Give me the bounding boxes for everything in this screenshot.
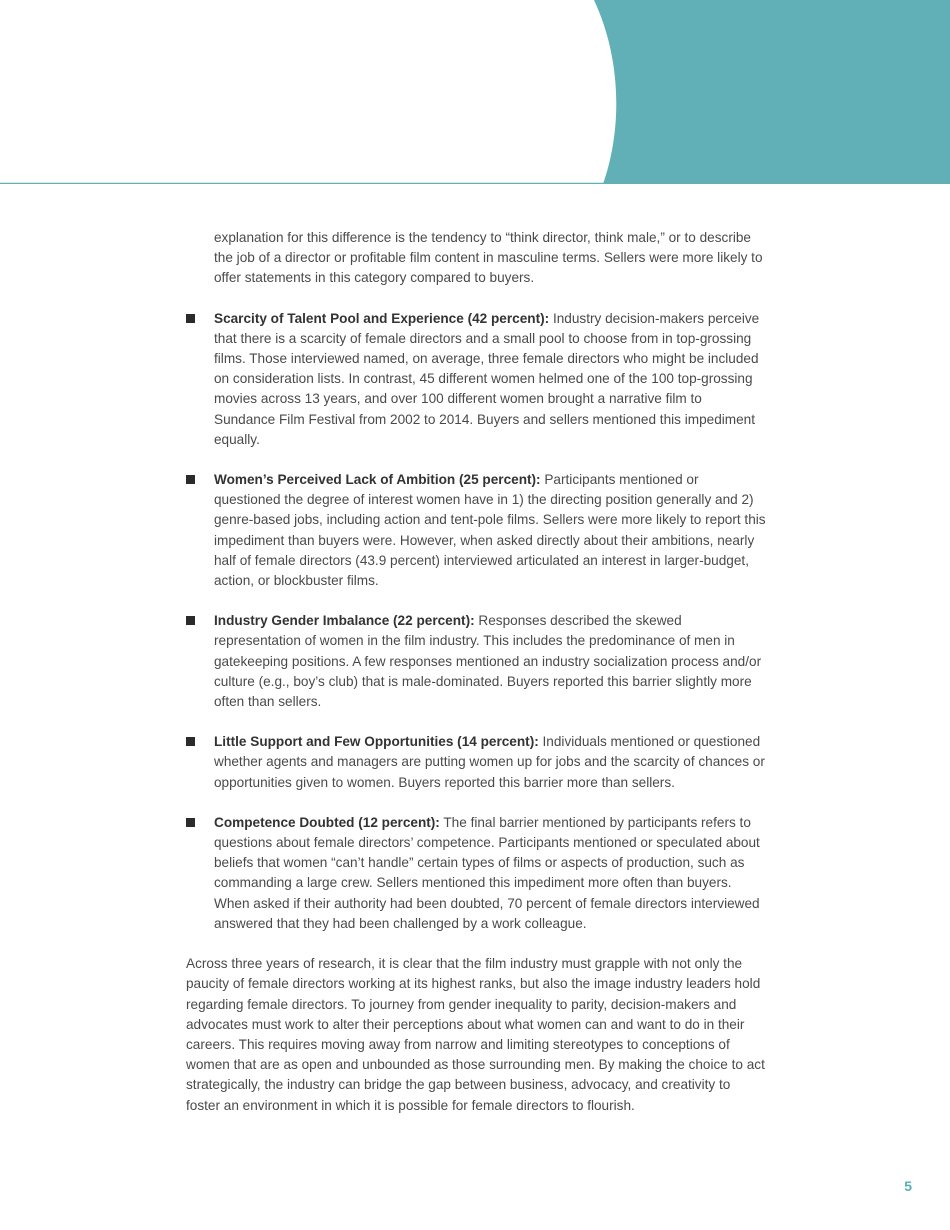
- list-item: [0, 732, 766, 793]
- header-graphic: [0, 0, 950, 184]
- square-bullet-icon: [186, 314, 195, 323]
- bullet-body: Industry decision-makers perceive that there is a scarcity of female directors and a small pool to choose from in top-grossing films. Those interviewed named, on average, three female directors who might be included on consideration lists. In contrast, 45 different women helmed one of the 100 top-grossing movies across 13 years, and over 100 different women brought a narrative film to Sundance Film Festival from 2002 to 2014. Buyers and sellers mentioned this impediment equally.: [214, 310, 760, 447]
- bullet-text: [214, 813, 766, 934]
- header-decoration: [0, 0, 950, 184]
- list-item: [0, 611, 766, 712]
- bullet-text: [214, 470, 766, 591]
- square-bullet-icon: [186, 475, 195, 484]
- bullet-body: Responses described the skewed representation of women in the film industry. This includes the predominance of men in gatekeeping positions. A few responses mentioned an industry socialization process and/or culture (e.g., boy’s club) that is male-dominated. Buyers reported this barrier slightly more often than sellers.: [214, 613, 762, 710]
- bullet-title: Women’s Perceived Lack of Ambition (25 percent):: [214, 472, 541, 488]
- barrier-list: [0, 309, 950, 934]
- page-content: [0, 228, 950, 1116]
- closing-paragraph: Across three years of research, it is clear that the film industry must grapple with not only the paucity of female directors working at its highest ranks, but also the image industry leaders hold regarding female directors. To journey from gender inequality to parity, decision-makers and advocates must work to alter their perceptions about what women can and want to do in their careers. This requires moving away from narrow and limiting stereotypes to conceptions of women that are as open and unbounded as those surrounding men. By making the choice to act strategically, the industry can bridge the gap between business, advocacy, and creativity to foster an environment in which it is possible for female directors to flourish.: [186, 956, 765, 1113]
- lead-paragraph: explanation for this difference is the tendency to “think director, think male,” or to describe the job of a director or profitable film content in masculine terms. Sellers were more likely to offer statements in this category compared to buyers.: [214, 230, 763, 286]
- bullet-text: [214, 611, 766, 712]
- list-item: [0, 813, 766, 934]
- bullet-title: Little Support and Few Opportunities (14 percent):: [214, 734, 539, 750]
- bullet-text: [214, 732, 766, 793]
- square-bullet-icon: [186, 616, 195, 625]
- bullet-title: Industry Gender Imbalance (22 percent):: [214, 613, 475, 629]
- bullet-body: Individuals mentioned or questioned whether agents and managers are putting women up for jobs and the scarcity of chances or opportunities given to women. Buyers reported this barrier more than sellers.: [214, 734, 765, 790]
- list-item: [0, 470, 766, 591]
- bullet-text: [214, 309, 766, 450]
- bullet-title: Competence Doubted (12 percent):: [214, 814, 440, 830]
- bullet-body: The final barrier mentioned by participants refers to questions about female directors’ competence. Participants mentioned or speculated about beliefs that women “can’t handle” certain types of films or aspects of production, such as commanding a large crew. Sellers mentioned this impediment more often than buyers. When asked if their authority had been doubted, 70 percent of female directors interviewed answered that they had been challenged by a work colleague.: [214, 814, 760, 931]
- bullet-body: Participants mentioned or questioned the degree of interest women have in 1) the directing position generally and 2) genre-based jobs, including action and tent-pole films. Sellers were more likely to report this impediment than buyers were. However, when asked directly about their ambitions, nearly half of female directors (43.9 percent) interviewed articulated an interest in larger-budget, action, or blockbuster films.: [214, 472, 766, 589]
- square-bullet-icon: [186, 737, 195, 746]
- page-number: 5: [904, 1178, 912, 1194]
- list-item: [0, 309, 766, 450]
- bullet-title: Scarcity of Talent Pool and Experience (42 percent):: [214, 310, 550, 326]
- square-bullet-icon: [186, 818, 195, 827]
- header-teal-shape: [594, 0, 950, 184]
